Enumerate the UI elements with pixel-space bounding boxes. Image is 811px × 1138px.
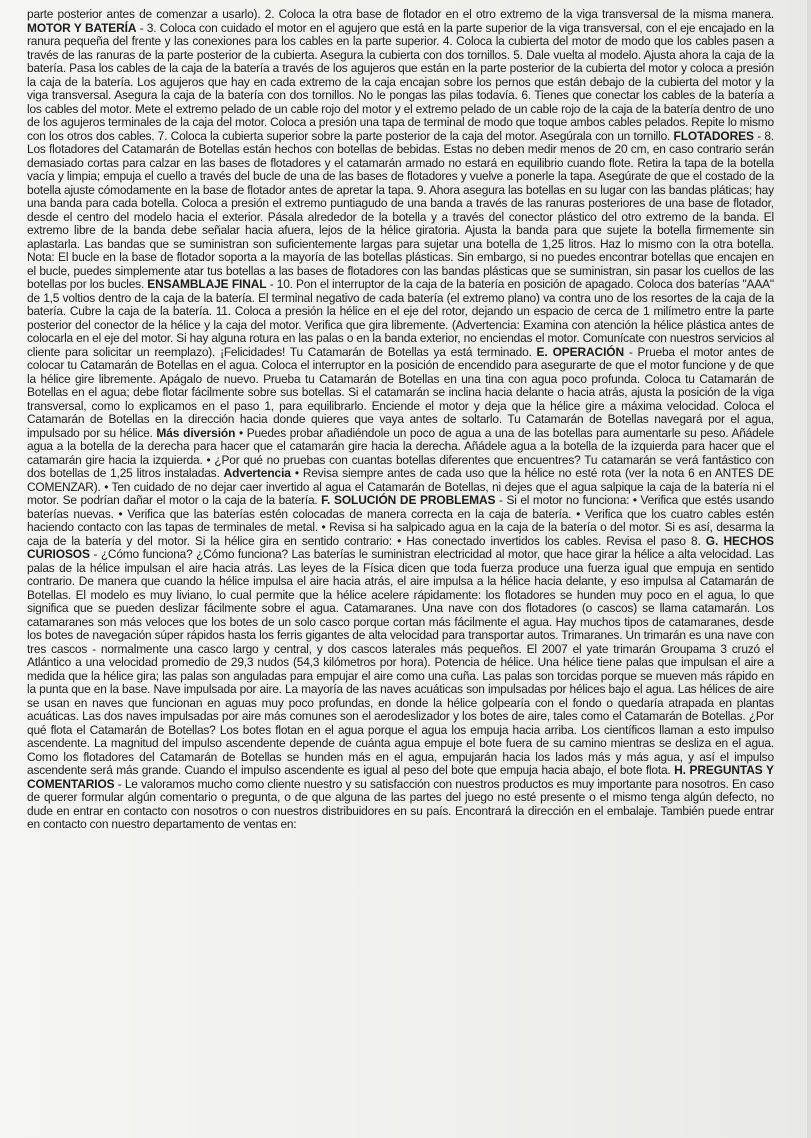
section-heading: MOTOR Y BATERÍA [27, 20, 137, 35]
section-heading: F. SOLUCIÓN DE PROBLEMAS [321, 493, 496, 507]
page-edge-shadow [807, 0, 811, 1138]
section-heading: H. PREGUNTAS Y COMENTARIOS [27, 763, 774, 791]
body-text-run: - 8. Los flotadores del Catamarán de Botellas están hechos con botellas de bebidas. Estas no deben medir menos de 20 cm, en caso contrario serán demasiado cortas para calzar en las bases de flotadores y el catamarán armado no estará en equilibrio cuando flote. Retira la tapa de la botella vacía y limpia; empuja el cuello a través del bucle de una de las bases de flotadores y vuelve a ponerle la tapa. Asegúrate de que el costado de la botella ajuste cómodamente en la base de flotador antes de apretar la tapa. 9. Ahora asegura las botellas en su lugar con las bandas pláticas; hay una banda para cada botella. Coloca a presión el extremo puntiagudo de una banda a través de las ranuras posteriores de una base de flotador, desde el centro del modelo hacia el exterior. Pásala alrededor de la botella y a través del conector plástico del otro extremo de la banda. El extremo libre de la banda debe señalar hacia afuera, lejos de la hélice giratoria. Ajusta la banda para que sujete la botella firmemente sin aplastarla. Las bandas que se suministran son suficientemente largas para sujetar una botella de 1,25 litros. Haz lo mismo con la otra botella. Nota: El bucle en la base de flotador soporta a la mayoría de las botellas plásticas. Sin embargo, si no puedes encontrar botellas que encajen en el bucle, puedes simplemente atar tus botellas a las bases de flotadores con las bandas plásticas que se suministran, sin pasar los cuellos de las botellas por los bucles. [27, 128, 774, 291]
body-text-run: - 3. Coloca con cuidado el motor en el agujero que está en la parte superior de la viga transversal, con el eje encajado en la ranura pequeña del frente y las conexiones para los cables en la parte superior. 4. Coloca la cubierta del motor de modo que los cables pasen a través de las ranuras de la parte posterior de la cubierta. Asegura la cubierta con dos tornillos. 5. Dale vuelta al modelo. Ajusta ahora la caja de la batería. Pasa los cables de la caja de la batería a través de los agujeros que están en la parte posterior de la cubierta del motor y coloca a presión la caja de la batería. Los agujeros que hay en cada extremo de la caja encajan sobre los pernos que están debajo de la cubierta del motor y la viga transversal. Asegura la caja de la batería con dos tornillos. No le pongas las pilas todavía. 6. Tienes que conectar los cables de la batería a los cables del motor. Mete el extremo pelado de un cable rojo del motor y el extremo pelado de un cable rojo de la caja de la batería dentro de uno de los agujeros terminales de la caja del motor. Coloca a presión una tapa de terminal de modo que toque ambos cables pelados. Repite lo mismo con los otros dos cables. 7. Coloca la cubierta superior sobre la parte posterior de la caja del motor. Asegúrala con un tornillo. [27, 20, 774, 143]
body-text-run: • Revisa siempre antes de cada uso que la hélice no esté rota (ver la nota 6 en ANTES DE COMENZAR). • Ten cuidado de no dejar caer invertido al agua el Catamarán de Botellas, ni dejes que el agua salpique la caja de la batería ni el motor. Se podrían dañar el motor o la caja de la batería. [27, 466, 774, 507]
body-text-run: - 10. Pon el interruptor de la caja de la batería en posición de apagado. Coloca dos baterías "AAA" de 1,5 voltios dentro de la caja de la batería. El terminal negativo de cada batería (el extremo plano) va contra uno de los resortes de la caja de la batería. Cubre la caja de la batería. 11. Coloca a presión la hélice en el eje del rotor, dejando un espacio de cerca de 1 milímetro entre la parte posterior del conector de la hélice y la caja del motor. Verifica que gira libremente. (Advertencia: Examina con atención la hélice plástica antes de colocarla en el eje del motor. Si hay alguna rotura en las palas o en la banda exterior, no enciendas el motor. Comunícate con nuestros servicios al cliente para solicitar un reemplazo). ¡Felicidades! Tu Catamarán de Botellas ya está terminado. [27, 277, 774, 359]
body-text-run: - Prueba el motor antes de colocar tu Catamarán de Botellas en el agua. Coloca el interruptor en la posición de encendido para asegurarte de que el motor funcione y de que la hélice gire libremente. Apágalo de nuevo. Prueba tu Catamarán de Botellas en una tina con agua poco profunda. Coloca tu Catamarán de Botellas en el agua; debe flotar fácilmente sobre sus botellas. Si el catamarán se inclina hacia delante o hacia atrás, ajusta la posición de la viga transversal, como lo explicamos en el paso 1, para equilibrarlo. Enciende el motor y deja que la hélice gire a máxima velocidad. Coloca el Catamarán de Botellas en la dirección hacia donde quieres que vaya antes de soltarlo. Tu Catamarán de Botellas navegará por el agua, impulsado por su hélice. [27, 344, 774, 440]
body-text-run: - ¿Cómo funciona? ¿Cómo funciona? Las baterías le suministran electricidad al motor, que hace girar la hélice a alta velocidad. Las palas de la hélice impulsan el aire hacia atrás. Las leyes de la Física dicen que toda fuerza produce una fuerza igual que empuja en sentido contrario. De manera que cuando la hélice impulsa el aire hacia atrás, el aire impulsa a la hélice hacia delante, y eso impulsa al Catamarán de Botellas. El modelo es muy liviano, lo cual permite que la hélice acelere rápidamente: los flotadores se hunden muy poco en el agua, lo que significa que se pueden deslizar fácilmente sobre el agua. Catamaranes. Una nave con dos flotadores (o cascos) se llama catamarán. Los catamaranes son más veloces que los botes de un solo casco porque cortan más fácilmente el agua. Hay muchos tipos de catamaranes, desde los botes de navegación súper rápidos hasta los ferris gigantes de alta velocidad para transportar autos. Trimaranes. Un trimarán es una nave con tres cascos - normalmente una casco largo y central, y dos cascos laterales más pequeños. El 2007 el yate trimarán Groupama 3 cruzó el Atlántico a una velocidad promedio de 29,3 nudos (54,3 kilómetros por hora). Potencia de hélice. Una hélice tiene palas que impulsan el aire a medida que la hélice gira; las palas son anguladas para empujar el aire como una cuña. Las palas son torcidas porque se mueven más rápido en la punta que en la base. Nave impulsada por aire. La mayoría de las naves acuáticas son impulsadas por hélices bajo el agua. Las hélices de aire se usan en naves que funcionan en aguas muy poco profundas, en donde la hélice golpearía con el fondo o quedaría atrapada en plantas acuáticas. Las dos naves impulsadas por aire más comunes son el aerodeslizador y los botes de aire, tales como el Catamarán de Botellas. ¿Por qué flota el Catamarán de Botellas? Los botes flotan en el agua porque el agua los empuja hacia arriba. Los científicos llaman a esto impulso ascendente. La magnitud del impulso ascendente depende de cuánta agua empuje el bote fuera de su camino mientras se desliza en el agua. Como los flotadores del Catamarán de Botellas se hunden más en el agua, empujarán hacia los lados más y más agua, y así el impulso ascendente será más grande. Cuando el impulso ascendente es igual al peso del bote que empuja hacia abajo, el bote flota. [27, 547, 774, 777]
section-heading: FLOTADORES [673, 128, 754, 143]
body-text-run: parte posterior antes de comenzar a usarlo). 2. Coloca la otra base de flotador en el otro extremo de la viga transversal de la misma manera. [27, 7, 774, 21]
body-text-run: - Le valoramos mucho como cliente nuestro y su satisfacción con nuestros productos es muy importante para nosotros. En caso de querer formular algún comentario o pregunta, o de que alguna de las partes del juego no esté presente o el mismo tenga algún defecto, no dude en entrar en contacto con nosotros o con nuestros distribuidores en su país. Encontrará la dirección en el embalaje. También puede entrar en contacto con nuestro departamento de ventas en: [27, 776, 774, 831]
body-text-run: • Puedes probar añadiéndole un poco de agua a una de las botellas para aumentarle su peso. Añádele agua a la botella de la derecha para hacer que el catamarán gire hacia la derecha. Añádele agua a la botella de la izquierda para hacer que el catamarán gire hacia la izquierda. • ¿Por qué no pruebas con cuantas botellas diferentes que encuentres? Tu catamarán se verá fantástico con dos botellas de 1,25 litros instaladas. [27, 425, 774, 480]
section-heading: G. HECHOS CURIOSOS [27, 533, 774, 561]
section-heading: Más diversión [156, 425, 236, 440]
section-heading: Advertencia [223, 466, 291, 480]
section-heading: E. OPERACIÓN [536, 344, 624, 359]
section-heading: ENSAMBLAJE FINAL [147, 277, 267, 291]
instruction-text-block [27, 8, 774, 832]
body-text-run: - Si el motor no funciona: • Verifica que estés usando baterías nuevas. • Verifica que las baterías estén colocadas de manera correcta en la caja de batería. • Verifica que los cuatro cables estén haciendo contacto con las tapas de terminales de metal. • Revisa si ha salpicado agua en la caja de la batería o del motor. Si es así, desarma la caja de la batería y del motor. Si la hélice gira en sentido contrario: • Has conectado invertidos los cables. Revisa el paso 8. [27, 493, 774, 548]
